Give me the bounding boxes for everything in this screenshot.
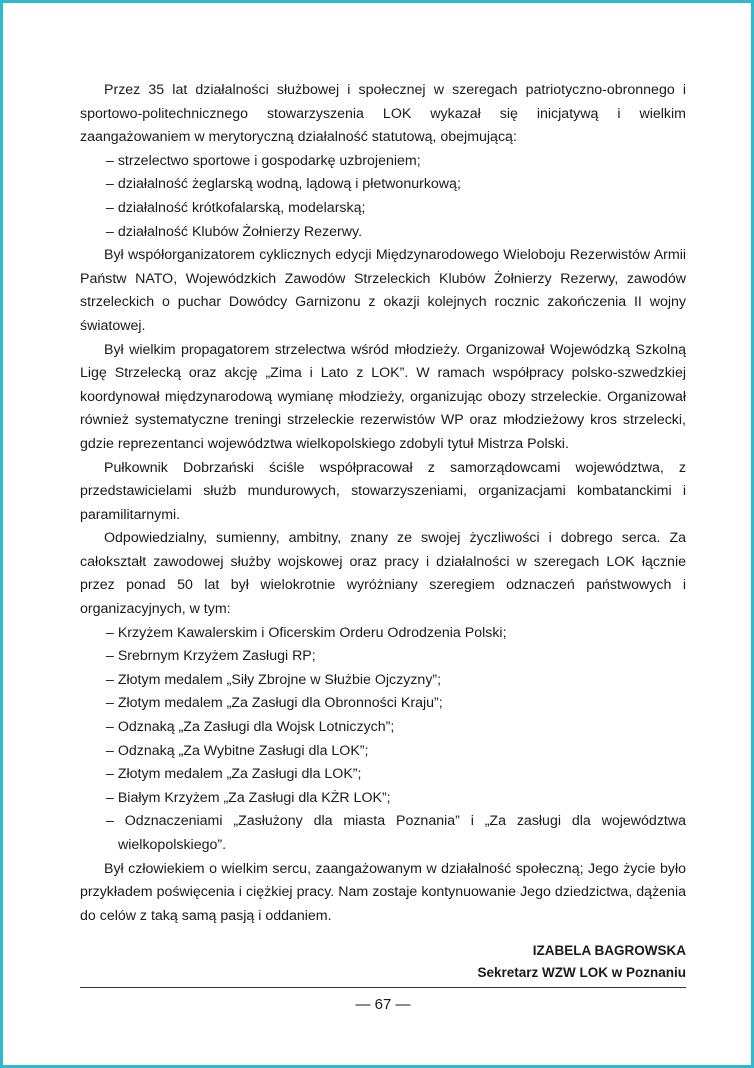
- list-item: – działalność krótkofalarską, modelarską;: [106, 199, 366, 216]
- list-item: – działalność żeglarską wodną, lądową i płetwonurkową;: [106, 176, 461, 193]
- signature-block: [80, 940, 686, 984]
- list-item: – Złotym medalem „Siły Zbrojne w Służbie Ojczyzny”;: [106, 671, 442, 688]
- list-item: – Złotym medalem „Za Zasługi dla LOK”;: [106, 766, 362, 783]
- signature-name: IZABELA BAGROWSKA: [532, 943, 686, 959]
- page-number: — 67 —: [355, 996, 411, 1013]
- paragraph-awards-intro: Odpowiedzialny, sumienny, ambitny, znany ze swojej życzliwości i dobrego serca. Za całokształt zawodowej służby wojskowej oraz pracy i działalności w szeregach LOK łącznie przez ponad 50 lat był wielokrotnie wyróżniany szeregiem odznaczeń państwowych i organizacyjnych, w tym:: [80, 530, 686, 618]
- list-item: – Białym Krzyżem „Za Zasługi dla KŻR LOK”;: [106, 789, 391, 806]
- signature-role: Sekretarz WZW LOK w Poznaniu: [477, 965, 686, 981]
- list-item: – Odznaczeniami „Zasłużony dla miasta Poznania” i „Za zasługi dla województwa wielkopolskiego”.: [106, 813, 686, 853]
- activities-list: [80, 150, 686, 244]
- list-item: – Odznaką „Za Zasługi dla Wojsk Lotniczych”;: [106, 719, 395, 736]
- paragraph-youth: Był wielkim propagatorem strzelectwa wśród młodzieży. Organizował Wojewódzką Szkolną Ligę Strzelecką oraz akcję „Zima i Lato z LOK”. W ramach współpracy polsko-szwedzkiej koordynował międzynarodową wymianę młodzieży, organizując obozy strzeleckie. Organizował również systematyczne treningi strzeleckie rezerwistów WP oraz młodzieżowy kros strzelecki, gdzie reprezentanci województwa wielkopolskiego zdobyli tytuł Mistrza Polski.: [80, 341, 686, 452]
- list-item: – Krzyżem Kawalerskim i Oficerskim Orderu Odrodzenia Polski;: [106, 624, 507, 641]
- list-item: – Złotym medalem „Za Zasługi dla Obronności Kraju”;: [106, 695, 443, 712]
- paragraph-intro: Przez 35 lat działalności służbowej i społecznej w szeregach patriotyczno-obronnego i sportowo-politechnicznego stowarzyszenia LOK wykazał się inicjatywą i wielkim zaangażowaniem w merytoryczną działalność statutową, obejmującą:: [80, 82, 686, 146]
- paragraph-organizer: Był współorganizatorem cyklicznych edycji Międzynarodowego Wieloboju Rezerwistów Armii Państw NATO, Wojewódzkich Zawodów Strzeleckich Klubów Żołnierzy Rezerwy, zawodów strzeleckich o puchar Dowódcy Garnizonu z okazji kolejnych rocznic zakończenia II wojny światowej.: [80, 247, 686, 334]
- list-item: – Odznaką „Za Wybitne Zasługi dla LOK”;: [106, 742, 369, 759]
- paragraph-cooperation: Pułkownik Dobrzański ściśle współpracował z samorządowcami województwa, z przedstawicielami służb mundurowych, stowarzyszeniami, organizacjami kombatanckimi i paramilitarnymi.: [80, 459, 686, 523]
- awards-list: [80, 622, 686, 858]
- list-item: – strzelectwo sportowe i gospodarkę uzbrojeniem;: [106, 152, 421, 169]
- article-body: [80, 79, 686, 984]
- footer-divider: [80, 987, 686, 988]
- list-item: – działalność Klubów Żołnierzy Rezerwy.: [106, 223, 363, 240]
- list-item: – Srebrnym Krzyżem Zasługi RP;: [106, 648, 316, 665]
- paragraph-closing: Był człowiekiem o wielkim sercu, zaangażowanym w działalność społeczną; Jego życie było przykładem poświęcenia i ciężkiej pracy. Nam zostaje kontynuowanie Jego dziedzictwa, dążenia do celów z taką samą pasją i oddaniem.: [80, 860, 686, 924]
